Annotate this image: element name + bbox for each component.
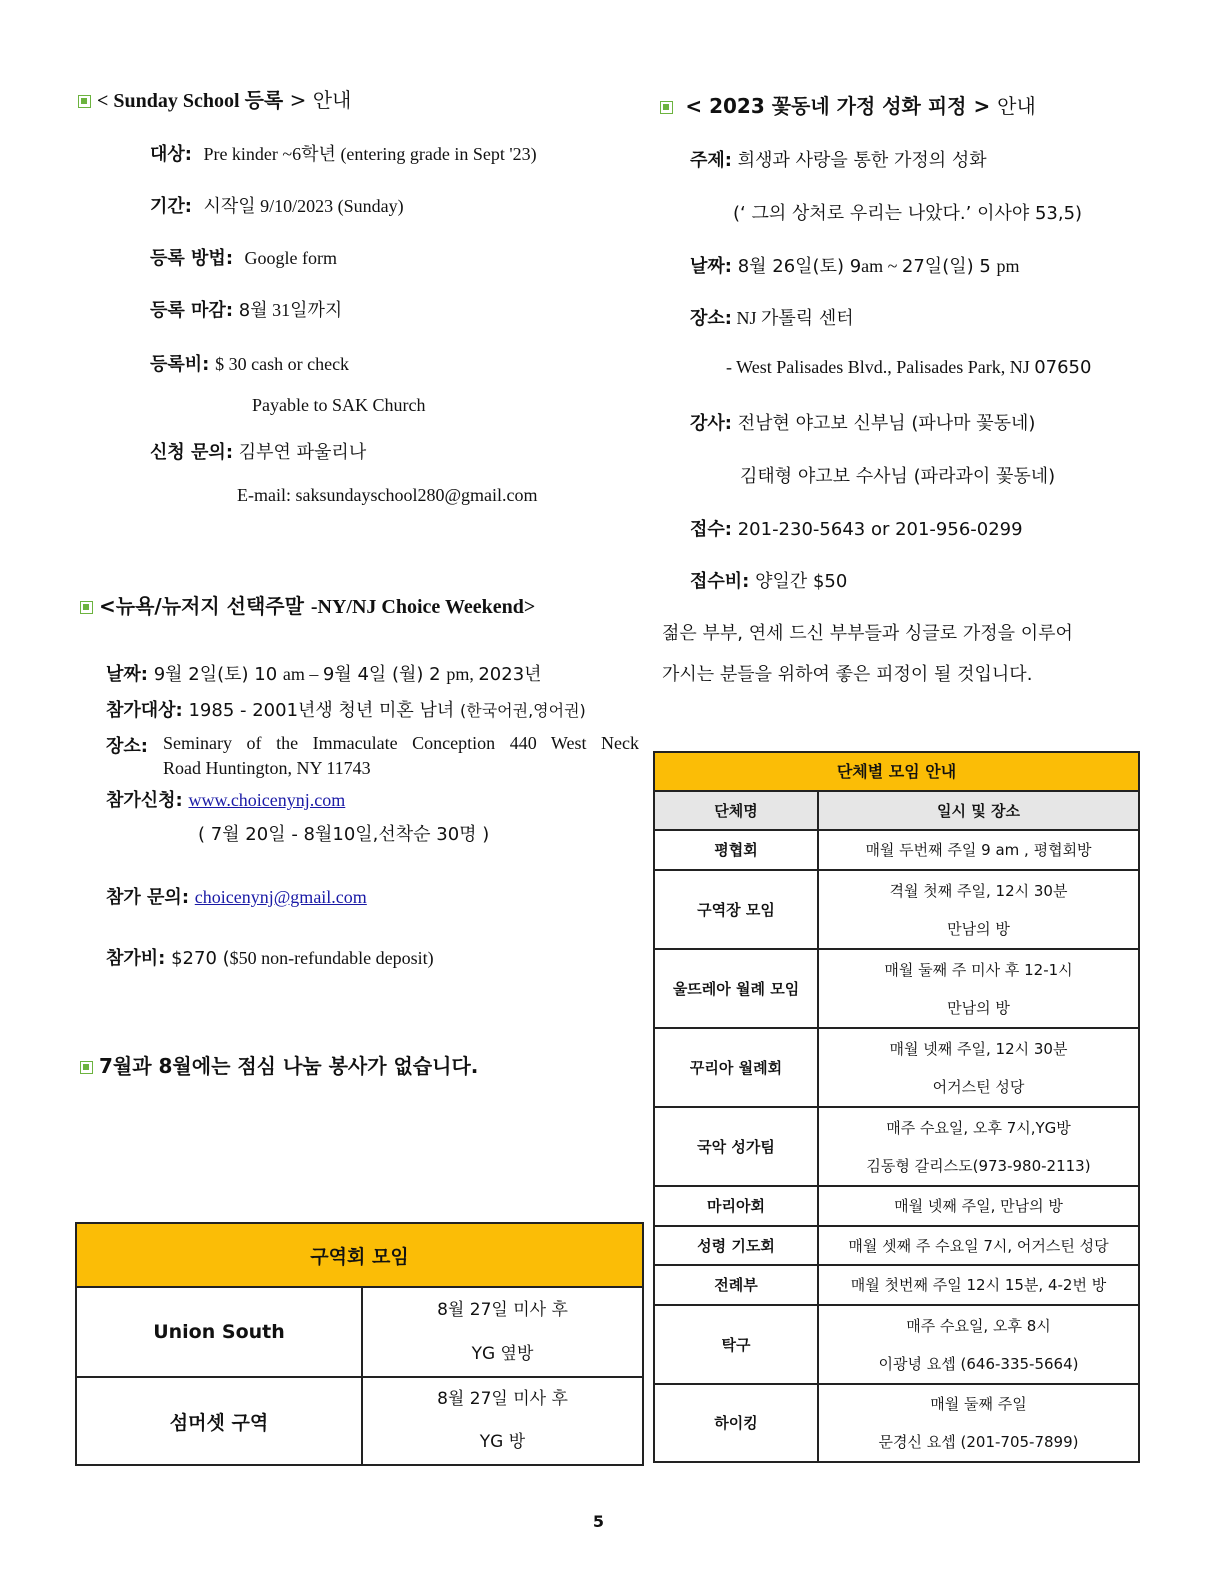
group-name: 전례부 (654, 1265, 818, 1305)
group-schedule: 매월 넷째 주일, 12시 30분 어거스틴 성당 (818, 1028, 1139, 1107)
retreat-fee: 접수비: 양일간 $50 (690, 571, 848, 592)
group-name: 성령 기도회 (654, 1226, 818, 1265)
page-number: 5 (592, 1512, 605, 1531)
table-row (654, 1028, 1139, 1107)
choice-weekend-place-line1: Seminary of the Immaculate Conception 440 West Neck (163, 733, 639, 753)
table-row (76, 1377, 643, 1465)
retreat-address: - West Palisades Blvd., Palisades Park, NJ 07650 (726, 357, 1092, 378)
choice-weekend-place-line2: Road Huntington, NY 11743 (163, 758, 371, 778)
sunday-school-payable: Payable to SAK Church (252, 395, 426, 415)
sunday-school-deadline: 등록 마감: 8월 31일까지 (150, 300, 343, 321)
table-row (654, 1384, 1139, 1462)
table-row (654, 1107, 1139, 1186)
choice-weekend-date: 날짜: 9월 2일(토) 10 am – 9월 4일 (월) 2 pm, 2023년 (106, 664, 542, 685)
retreat-description-2: 가시는 분들을 위하여 좋은 피정이 될 것입니다. (662, 664, 1033, 685)
group-schedule: 매주 수요일, 오후 8시 이광녕 요셉 (646-335-5664) (818, 1305, 1139, 1384)
district-info: 8월 27일 미사 후 YG 방 (362, 1377, 643, 1465)
group-schedule: 매월 둘째 주 미사 후 12-1시 만남의 방 (818, 949, 1139, 1028)
table-row (654, 870, 1139, 949)
group-name: 구역장 모임 (654, 870, 818, 949)
district-meeting-table (75, 1222, 644, 1466)
sunday-school-heading: < Sunday School 등록 > 안내 (78, 84, 351, 113)
group-name: 꾸리아 월례회 (654, 1028, 818, 1107)
retreat-speaker-2: 김태형 야고보 수사님 (파라과이 꽃동네) (740, 466, 1056, 487)
choice-weekend-apply: 참가신청: www.choicenynj.com (106, 790, 346, 811)
retreat-place: 장소: NJ 가톨릭 센터 (690, 308, 854, 329)
sunday-school-target: 대상: Pre kinder ~6학년 (entering grade in Sept '23) (150, 144, 537, 165)
choice-weekend-target: 참가대상: 1985 - 2001년생 청년 미혼 남녀 (한국어권,영어권) (106, 700, 586, 721)
group-name: 평협회 (654, 830, 818, 870)
lunch-notice: 7월과 8월에는 점심 나눔 봉사가 없습니다. (80, 1050, 478, 1079)
retreat-speaker: 강사: 전남현 야고보 신부님 (파나마 꽃동네) (690, 413, 1036, 434)
choice-weekend-website-link[interactable]: www.choicenynj.com (188, 790, 346, 810)
group-name: 탁구 (654, 1305, 818, 1384)
group-schedule: 매월 셋째 주 수요일 7시, 어거스틴 성당 (818, 1226, 1139, 1265)
retreat-description-1: 젊은 부부, 연세 드신 부부들과 싱글로 가정을 이루어 (662, 623, 1073, 644)
group-schedule: 격월 첫째 주일, 12시 30분 만남의 방 (818, 870, 1139, 949)
choice-weekend-place: 장소: (106, 736, 148, 757)
choice-weekend-heading: <뉴욕/뉴저지 선택주말 -NY/NJ Choice Weekend> (80, 590, 535, 619)
district-name: Union South (76, 1287, 362, 1377)
group-name: 마리아회 (654, 1186, 818, 1226)
table-row (654, 1186, 1139, 1226)
district-table-title: 구역회 모임 (76, 1223, 643, 1287)
square-bullet-icon (660, 101, 673, 114)
group-schedule: 매월 두번째 주일 9 am , 평협회방 (818, 830, 1139, 870)
retreat-date: 날짜: 8월 26일(토) 9am ~ 27일(일) 5 pm (690, 256, 1020, 277)
square-bullet-icon (80, 601, 93, 614)
square-bullet-icon (78, 95, 91, 108)
sunday-school-fee: 등록비: $ 30 cash or check (150, 354, 350, 375)
square-bullet-icon (80, 1061, 93, 1074)
table-row (76, 1287, 643, 1377)
district-info: 8월 27일 미사 후 YG 옆방 (362, 1287, 643, 1377)
retreat-reception: 접수: 201-230-5643 or 201-956-0299 (690, 519, 1023, 540)
table-row (654, 1226, 1139, 1265)
retreat-theme: 주제: 희생과 사랑을 통한 가정의 성화 (690, 150, 987, 171)
group-table-title: 단체별 모임 안내 (654, 752, 1139, 791)
group-name: 국악 성가팀 (654, 1107, 818, 1186)
retreat-quote: (‘ 그의 상처로 우리는 나았다.’ 이사야 53,5) (733, 203, 1083, 224)
district-name: 섬머셋 구역 (76, 1377, 362, 1465)
group-table-header-name: 단체명 (654, 791, 818, 830)
choice-weekend-fee: 참가비: $270 ($50 non-refundable deposit) (106, 948, 434, 969)
table-row (654, 1305, 1139, 1384)
table-row (654, 830, 1139, 870)
sunday-school-email: E-mail: saksundayschool280@gmail.com (237, 485, 538, 505)
retreat-heading: < 2023 꽃동네 가정 성화 피정 > 안내 (660, 90, 1036, 119)
choice-weekend-apply-period: ( 7월 20일 - 8월10일,선착순 30명 ) (198, 824, 490, 845)
sunday-school-contact: 신청 문의: 김부연 파울리나 (150, 442, 367, 463)
group-meeting-table (653, 751, 1140, 1463)
group-schedule: 매월 둘째 주일 문경신 요셉 (201-705-7899) (818, 1384, 1139, 1462)
group-table-header-time: 일시 및 장소 (818, 791, 1139, 830)
group-schedule: 매월 넷째 주일, 만남의 방 (818, 1186, 1139, 1226)
group-name: 하이킹 (654, 1384, 818, 1462)
sunday-school-method: 등록 방법: Google form (150, 248, 337, 269)
group-schedule: 매월 첫번째 주일 12시 15분, 4-2번 방 (818, 1265, 1139, 1305)
choice-weekend-email-link[interactable]: choicenynj@gmail.com (194, 887, 367, 907)
sunday-school-period: 기간: 시작일 9/10/2023 (Sunday) (150, 196, 404, 217)
table-row (654, 1265, 1139, 1305)
table-row (654, 949, 1139, 1028)
group-name: 울뜨레아 월례 모임 (654, 949, 818, 1028)
choice-weekend-inquiry: 참가 문의: choicenynj@gmail.com (106, 887, 367, 908)
group-schedule: 매주 수요일, 오후 7시,YG방 김동형 갈리스도(973-980-2113) (818, 1107, 1139, 1186)
